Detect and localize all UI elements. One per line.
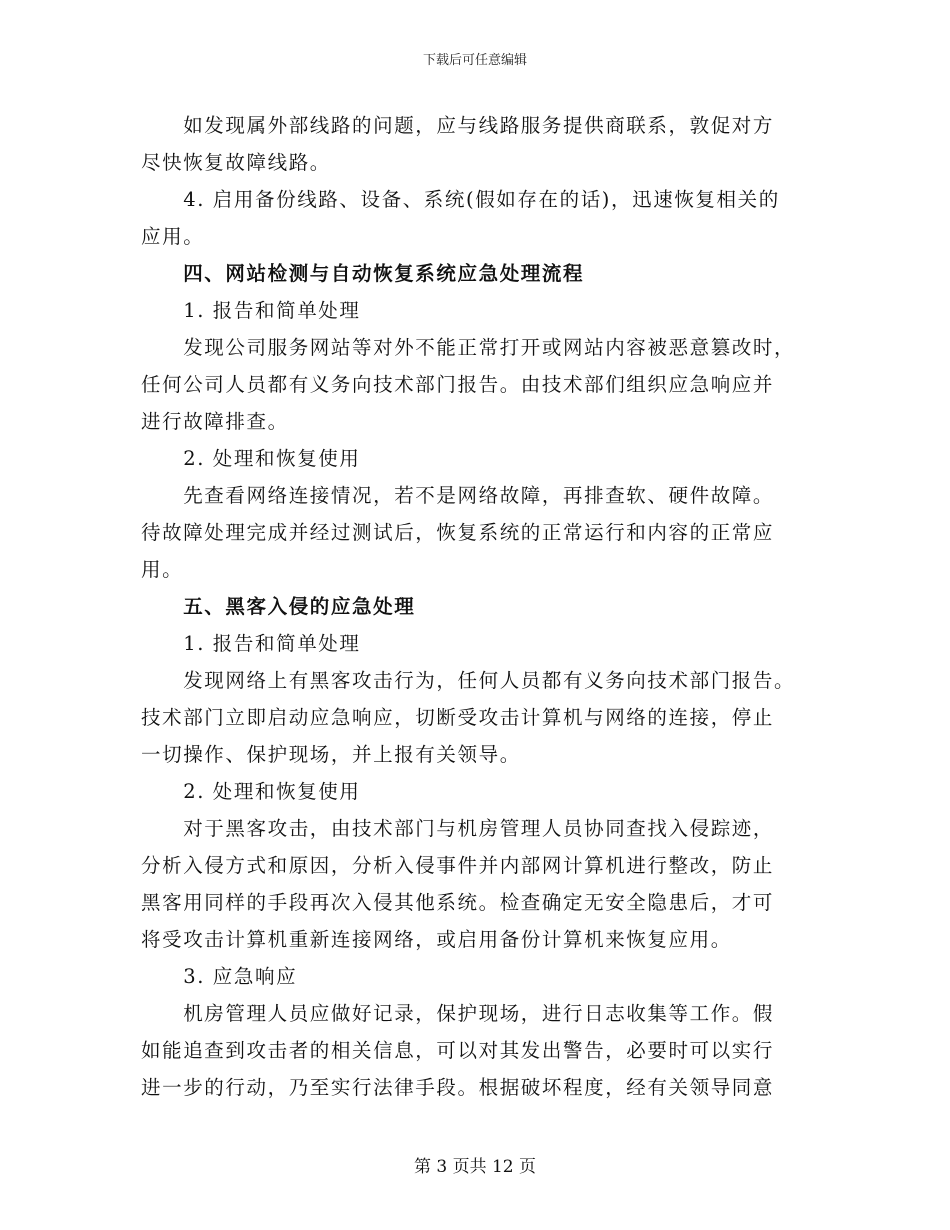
text-line: 1. 报告和简单处理: [141, 632, 361, 655]
page-header: 下载后可任意编辑: [422, 53, 527, 68]
text-line: 发现网络上有黑客攻击行为，任何人员都有义务向技术部门报告。: [141, 669, 796, 692]
text-line: 任何公司人员都有义务向技术部门报告。由技术部们组织应急响应并: [141, 373, 775, 396]
text-line: 待故障处理完成并经过测试后，恢复系统的正常运行和内容的正常应: [141, 521, 775, 544]
text-line: 如发现属外部线路的问题，应与线路服务提供商联系，敦促对方: [141, 114, 775, 137]
text-line: 4. 启用备份线路、设备、系统(假如存在的话)，迅速恢复相关的: [141, 188, 780, 211]
text-line: 黑客用同样的手段再次入侵其他系统。检查确定无安全隐患后，才可: [141, 891, 775, 914]
text-line: 用。: [141, 558, 184, 581]
document-body: [141, 107, 801, 1106]
text-line: 进行故障排查。: [141, 410, 289, 433]
text-line: 将受攻击计算机重新连接网络，或启用备份计算机来恢复应用。: [141, 928, 732, 951]
page-number-footer: 第 3 页共 12 页: [413, 1157, 537, 1177]
text-line: 如能追查到攻击者的相关信息，可以对其发出警告，必要时可以实行: [141, 1039, 775, 1062]
text-line: 技术部门立即启动应急响应，切断受攻击计算机与网络的连接，停止: [141, 706, 775, 729]
text-line: 3. 应急响应: [141, 965, 298, 988]
text-line: 2. 处理和恢复使用: [141, 780, 361, 803]
text-line: 一切操作、保护现场，并上报有关领导。: [141, 743, 521, 766]
text-line: 应用。: [141, 225, 205, 248]
text-line: 机房管理人员应做好记录，保护现场，进行日志收集等工作。假: [141, 1002, 775, 1025]
section-heading: 四、网站检测与自动恢复系统应急处理流程: [141, 262, 585, 285]
text-line: 进一步的行动，乃至实行法律手段。根据破坏程度，经有关领导同意: [141, 1076, 775, 1099]
text-line: 尽快恢复故障线路。: [141, 151, 331, 174]
text-line: 先查看网络连接情况，若不是网络故障，再排查软、硬件故障。: [141, 484, 775, 507]
section-heading: 五、黑客入侵的应急处理: [141, 595, 416, 618]
text-line: 对于黑客攻击，由技术部门与机房管理人员协同查找入侵踪迹，: [141, 817, 775, 840]
text-line: 分析入侵方式和原因，分析入侵事件并内部网计算机进行整改，防止: [141, 854, 775, 877]
text-line: 1. 报告和简单处理: [141, 299, 361, 322]
text-line: 发现公司服务网站等对外不能正常打开或网站内容被恶意篡改时，: [141, 336, 796, 359]
text-line: 2. 处理和恢复使用: [141, 447, 361, 470]
